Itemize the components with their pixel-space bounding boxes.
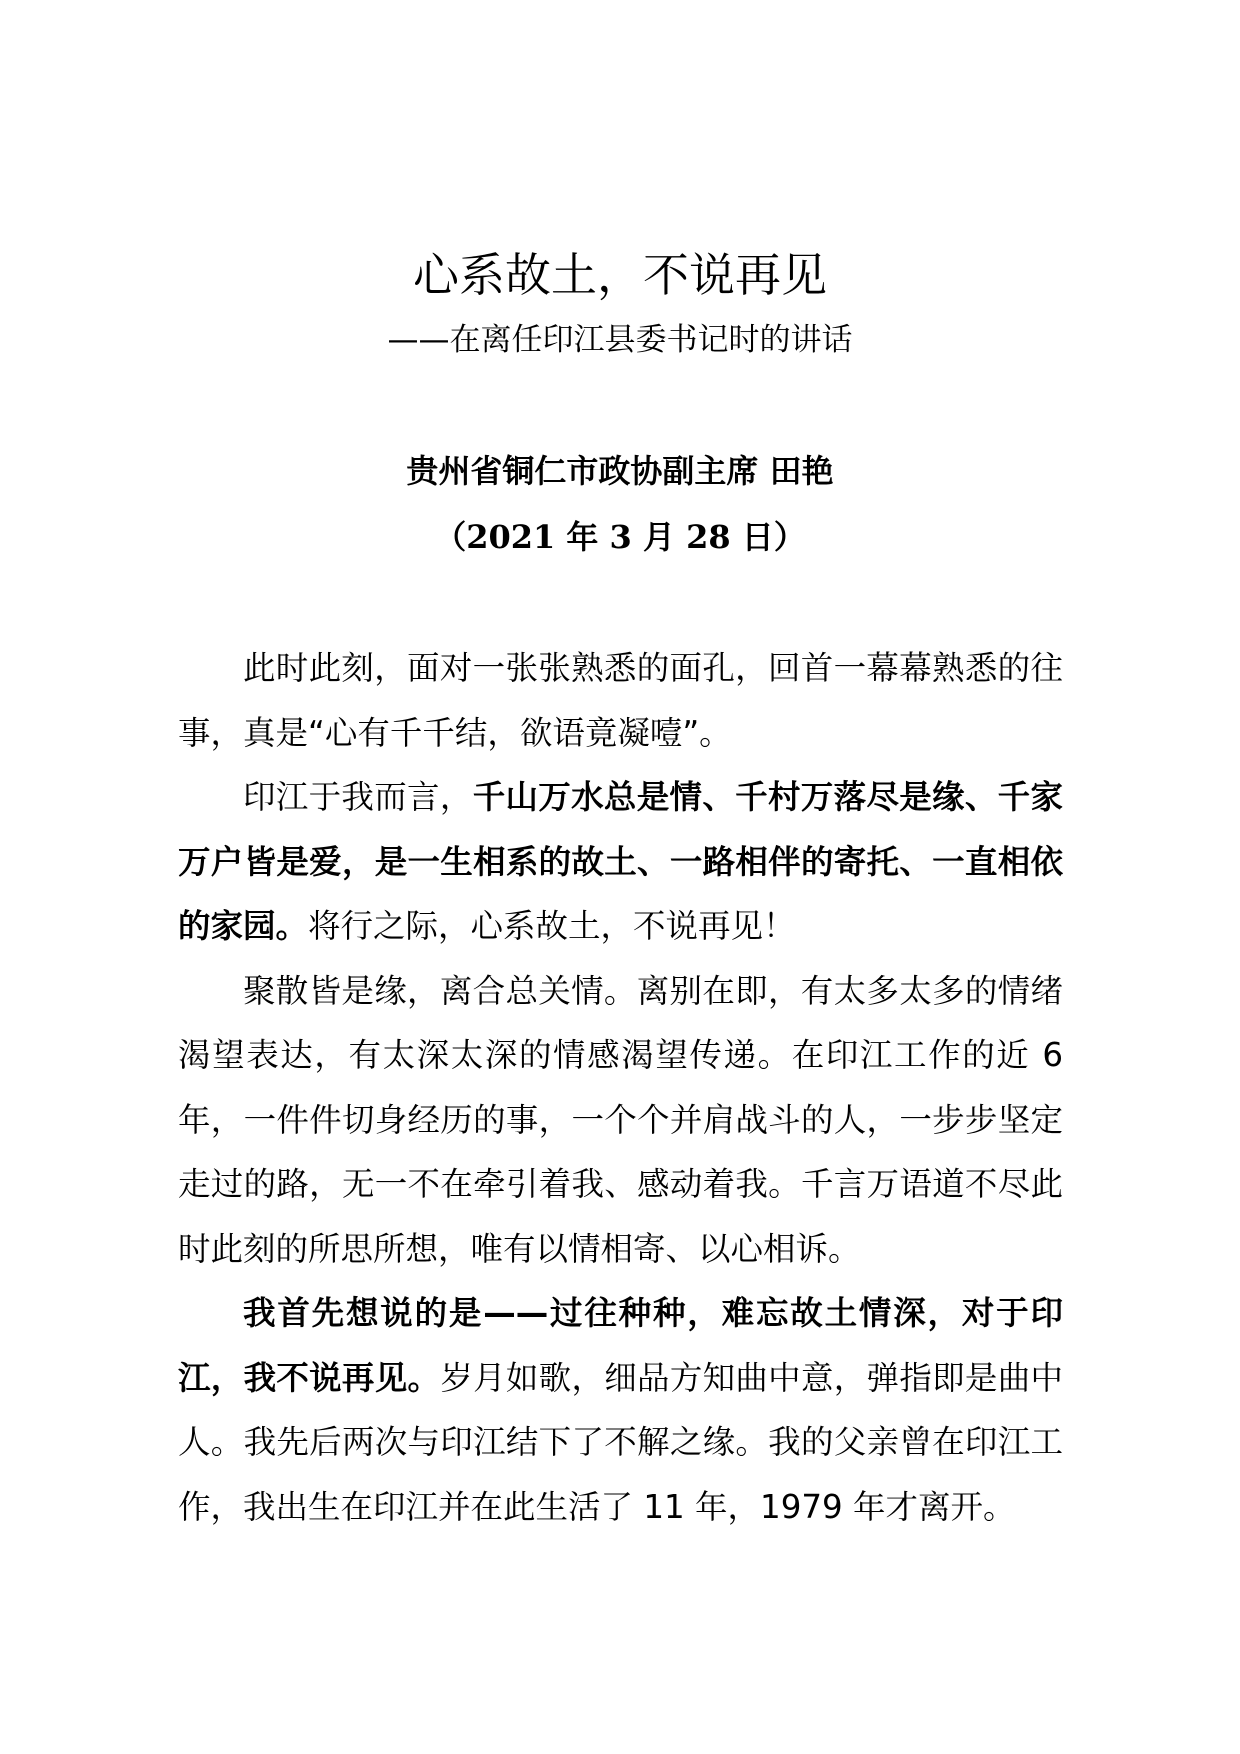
paragraph-emphasis: 千山万水总是情、千村万落尽是缘、千家万户皆是爱，是一生相系的故土、一路相伴的寄托、一直相依的家园。	[178, 778, 1063, 945]
paragraph-text: 此时此刻，面对一张张熟悉的面孔，回首一幕幕熟悉的往事，真是“心有千千结，欲语竟凝噎”。	[178, 649, 1063, 752]
paragraph-text: 聚散皆是缘，离合总关情。离别在即，有太多太多的情绪渴望表达，有太深太深的情感渴望传递。在印江工作的近 6 年，一件件切身经历的事，一个个并肩战斗的人，一步步坚定走过的路，无一不在牵引着我、感动着我。千言万语道不尽此时此刻的所思所想，唯有以情相寄、以心相诉。	[178, 971, 1063, 1268]
paragraph-2	[178, 765, 1063, 959]
author-line: 贵州省铜仁市政协副主席 田艳	[406, 452, 834, 490]
paragraph-text: 岁月如歌，细品方知曲中意，弹指即是曲中人。我先后两次与印江结下了不解之缘。我的父亲曾在印江工作，我出生在印江并在此生活了 11 年，1979 年才离开。	[178, 1358, 1063, 1526]
document-body	[178, 636, 1063, 1539]
paragraph-3	[178, 959, 1063, 1282]
document-title: 心系故土，不说再见	[413, 248, 827, 302]
paragraph-text: 印江于我而言，	[243, 778, 473, 816]
paragraph-text: 将行之际，心系故土，不说再见！	[308, 907, 796, 945]
document-subtitle: ——在离任印江县委书记时的讲话	[387, 322, 853, 358]
paragraph-1	[178, 636, 1063, 765]
paragraph-emphasis: 我首先想说的是——过往种种，难忘故土情深，对于印江，我不说再见。	[178, 1294, 1063, 1397]
paragraph-4	[178, 1281, 1063, 1539]
speech-date: （2021 年 3 月 28 日）	[434, 518, 806, 556]
